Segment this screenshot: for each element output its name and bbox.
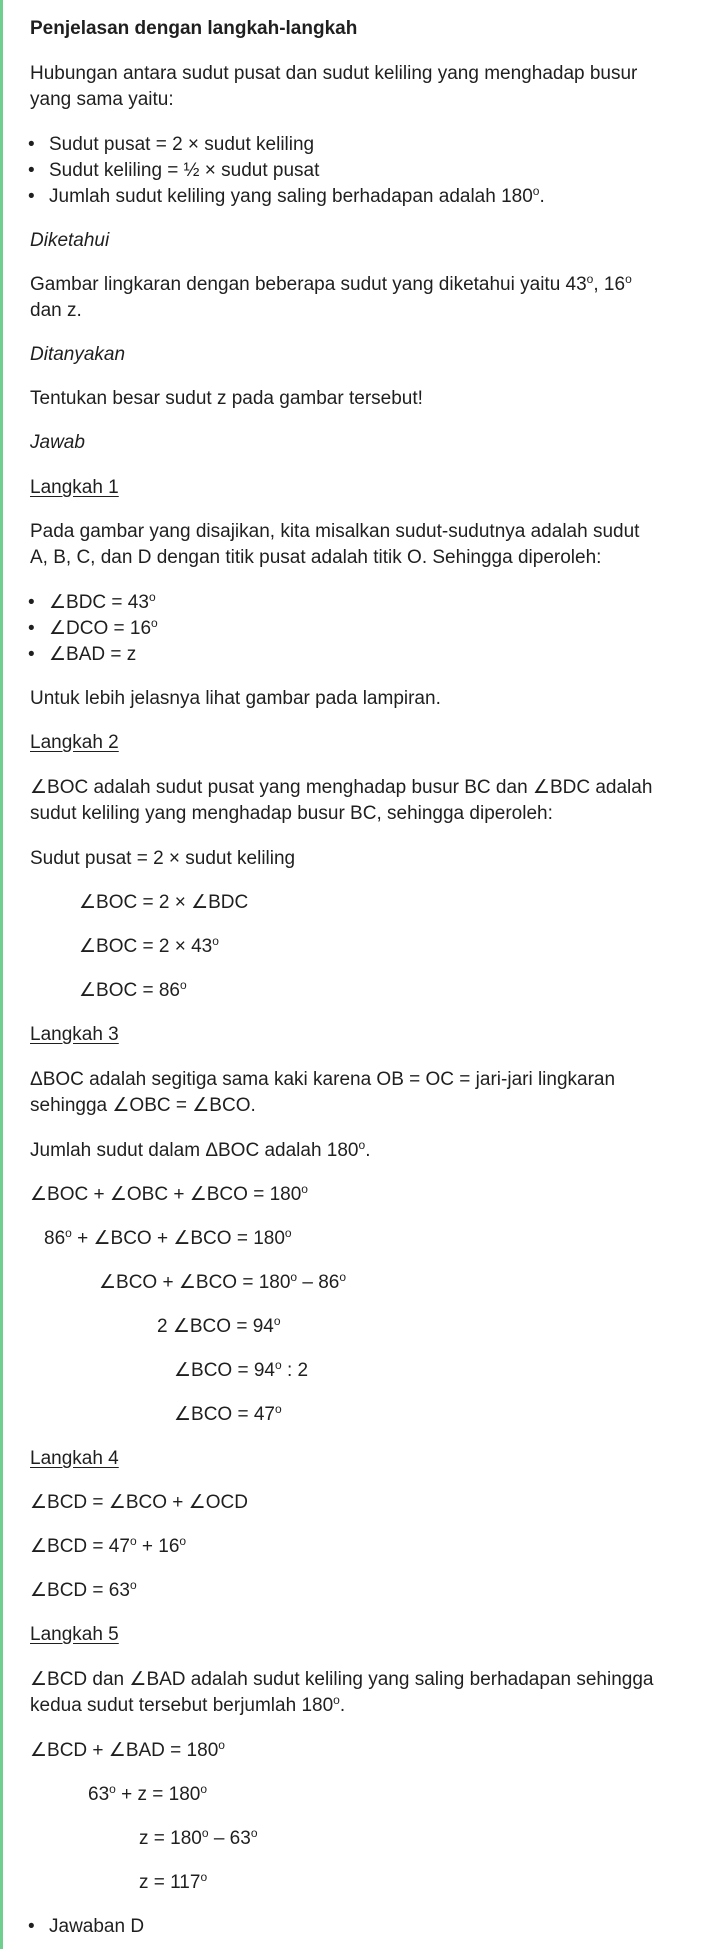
degree-sign: o [275, 1358, 282, 1372]
degree-sign: o [275, 1402, 282, 1416]
rule-item: • Jumlah sudut keliling yang saling berhadapan adalah 180$^o$. [30, 184, 545, 210]
intro-line-1: Hubungan antara sudut pusat dan sudut keliling yang menghadap busur [30, 63, 638, 84]
rule-item: • Sudut keliling = ½ × sudut pusat [30, 158, 319, 184]
degree-sign: o [625, 272, 632, 286]
ditanyakan-label: Ditanyakan [30, 344, 126, 365]
degree-sign: o [109, 1782, 116, 1796]
step2-equation: ∠BOC = 2 × ∠BDC [79, 892, 249, 913]
degree-sign: o [148, 590, 156, 604]
degree-sign: o [129, 1534, 137, 1548]
degree-sign: o [250, 1826, 258, 1840]
degree-sign: o [273, 1314, 281, 1328]
step3-sum-text: Jumlah sudut dalam ΔBOC adalah 180$^o$. [30, 1138, 371, 1161]
degree-sign: o [290, 1270, 298, 1284]
intro-line-2: yang sama yaitu: [30, 89, 174, 110]
step4-equation: ∠BCD = $63^o$ [30, 1578, 137, 1601]
step1-line-2: A, B, C, dan D dengan titik pusat adalah titik O. Sehingga diperoleh: [30, 547, 602, 568]
step1-item: • ∠DCO = $16^o$ [30, 616, 158, 642]
degree-sign: o [218, 1738, 225, 1752]
degree-sign: o [180, 978, 187, 992]
step2-equation: ∠BOC = $2 \times 43^o$ [79, 934, 219, 957]
degree-sign: o [339, 1270, 347, 1284]
step3-equation: ∠BOC + ∠OBC + ∠BCO = $180^o$ [30, 1182, 308, 1205]
degree-sign: o [201, 1826, 209, 1840]
step4-equation: ∠BCD = $47^o + 16^o$ [30, 1534, 187, 1557]
step4-equation: ∠BCD = ∠BCO + ∠OCD [30, 1492, 248, 1513]
step5-equation: ∠BCD + ∠BAD = $180^o$ [30, 1738, 225, 1761]
step2-label: Langkah 2 [30, 732, 119, 753]
step3-line-2: sehingga ∠OBC = ∠BCO. [30, 1095, 256, 1116]
degree-sign: o [200, 1870, 208, 1884]
step5-line-2: kedua sudut tersebut berjumlah 180$^o$. [30, 1693, 346, 1716]
degree-sign: o [129, 1578, 137, 1592]
step5-line-1: ∠BCD dan ∠BAD adalah sudut keliling yang saling berhadapan sehingga [30, 1669, 654, 1690]
step2-equation: ∠BOC = $86^o$ [79, 978, 187, 1001]
ditanyakan-text: Tentukan besar sudut z pada gambar tersebut! [30, 388, 423, 409]
step3-label: Langkah 3 [30, 1024, 119, 1045]
degree-sign: o [358, 1138, 366, 1152]
rule-item: • Sudut pusat = 2 × sudut keliling [30, 132, 314, 158]
step1-line-1: Pada gambar yang disajikan, kita misalkan sudut-sudutnya adalah sudut [30, 521, 640, 542]
diketahui-label: Diketahui [30, 230, 110, 251]
step3-equation: ∠BCO + ∠BCO = $180^o - 86^o$ [99, 1270, 347, 1293]
step3-line-1: ΔBOC adalah segitiga sama kaki karena OB = OC = jari-jari lingkaran [30, 1069, 616, 1090]
step1-item: • ∠BAD = z [30, 642, 136, 668]
step5-equation: $z = 180^o - 63^o$ [139, 1826, 258, 1849]
degree-sign: o [301, 1182, 308, 1196]
diketahui-line-1: Gambar lingkaran dengan beberapa sudut yang diketahui yaitu 43$^o$, 16$^o$ [30, 272, 632, 295]
diketahui-line-2: dan z. [30, 300, 82, 321]
step5-label: Langkah 5 [30, 1624, 119, 1645]
degree-sign: o [65, 1226, 72, 1240]
step3-equation: ∠BCO = $94^o$ : 2 [174, 1358, 309, 1381]
degree-sign: o [586, 272, 594, 286]
step3-equation: 2 ∠BCO = $94^o$ [157, 1314, 281, 1337]
step2-equation: Sudut pusat = 2 × sudut keliling [30, 848, 296, 869]
step1-note: Untuk lebih jelasnya lihat gambar pada lampiran. [30, 688, 441, 709]
step1-item: • ∠BDC = $43^o$ [30, 590, 156, 616]
degree-sign: o [200, 1782, 208, 1796]
degree-sign: o [284, 1226, 292, 1240]
step4-label: Langkah 4 [30, 1448, 119, 1469]
step1-label: Langkah 1 [30, 477, 119, 498]
answer-item: • Jawaban D [30, 1914, 144, 1940]
degree-sign: o [333, 1693, 340, 1707]
jawab-label: Jawab [30, 432, 85, 453]
step2-line-2: sudut keliling yang menghadap busur BC, sehingga diperoleh: [30, 803, 553, 824]
degree-sign: o [212, 934, 219, 948]
step3-equation: $86^o$ + ∠BCO + ∠BCO = $180^o$ [44, 1226, 292, 1249]
step2-line-1: ∠BOC adalah sudut pusat yang menghadap busur BC dan ∠BDC adalah [30, 777, 653, 798]
step5-equation: $z = 117^o$ [139, 1870, 208, 1893]
degree-sign: o [179, 1534, 187, 1548]
step3-equation: ∠BCO = $47^o$ [174, 1402, 282, 1425]
degree-sign: o [532, 184, 540, 198]
degree-sign: o [151, 616, 158, 630]
step5-equation: $63^o + z = 180^o$ [88, 1782, 208, 1805]
page-title: Penjelasan dengan langkah-langkah [30, 18, 358, 39]
